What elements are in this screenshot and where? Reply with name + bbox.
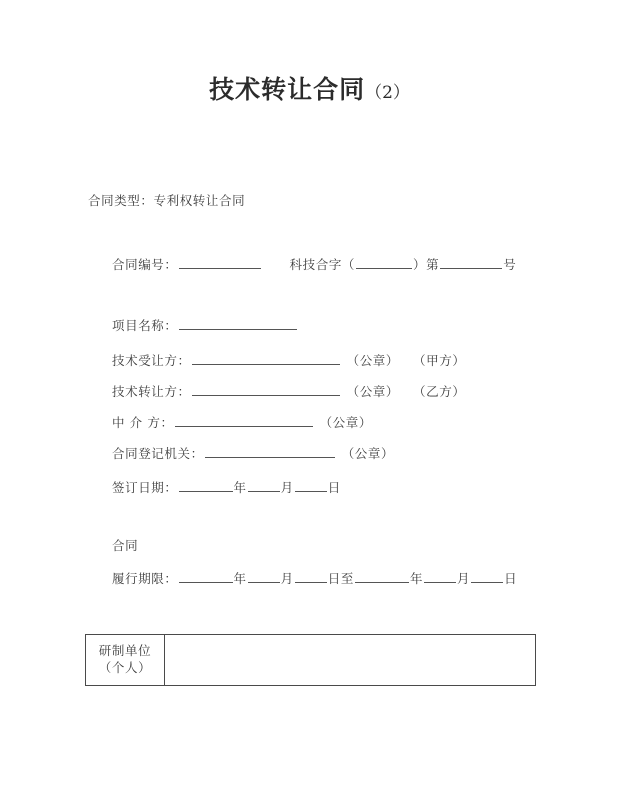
term-label: 履行期限：	[112, 571, 178, 586]
sign-date-year-unit: 年	[233, 480, 247, 495]
project-name-label: 项目名称：	[112, 318, 178, 333]
contract-number-blank[interactable]	[179, 257, 261, 269]
sign-date-day-blank[interactable]	[295, 480, 327, 492]
science-code-mid: ）第	[413, 257, 440, 272]
table-row-value[interactable]	[165, 635, 536, 686]
term-start-year-unit: 年	[233, 571, 247, 586]
transferor-seal-note: （公章）	[346, 384, 400, 399]
sign-date-line	[112, 480, 341, 495]
sign-date-year-blank[interactable]	[179, 480, 233, 492]
project-name-blank[interactable]	[179, 318, 297, 330]
registrar-seal-note: （公章）	[341, 446, 395, 461]
term-end-day-unit: 日	[504, 571, 518, 586]
transferor-line	[112, 384, 465, 399]
transferee-seal-note: （公章）	[346, 353, 400, 368]
sign-date-day-unit: 日	[327, 480, 341, 495]
table-row-header-line1: 研制单位	[98, 643, 152, 659]
table-row	[86, 635, 536, 686]
page-title-main: 技术转让合同	[209, 75, 366, 104]
transferor-blank[interactable]	[192, 384, 340, 396]
project-name-line	[112, 318, 298, 333]
transferee-blank[interactable]	[192, 353, 340, 365]
term-end-month-blank[interactable]	[424, 571, 456, 583]
term-start-day-unit: 日至	[327, 571, 354, 586]
registrar-label: 合同登记机关：	[112, 446, 204, 461]
contract-type-line	[88, 195, 245, 208]
science-serial-blank[interactable]	[440, 257, 502, 269]
contract-word-line	[112, 540, 138, 553]
registrar-line	[112, 446, 394, 461]
page-title	[0, 70, 619, 106]
term-end-day-blank[interactable]	[471, 571, 503, 583]
contract-word-text: 合同	[112, 538, 139, 553]
contract-type-text: 合同类型：专利权转让合同	[88, 193, 246, 208]
sign-date-month-blank[interactable]	[248, 480, 280, 492]
transferee-line	[112, 353, 465, 368]
term-start-month-unit: 月	[280, 571, 294, 586]
contract-number-label: 合同编号：	[112, 257, 178, 272]
science-code-label: 科技合字（	[289, 257, 356, 272]
intermediary-label: 中 介 方：	[112, 415, 174, 430]
transferor-label: 技术转让方：	[112, 384, 191, 399]
term-end-month-unit: 月	[457, 571, 471, 586]
intermediary-seal-note: （公章）	[319, 415, 372, 430]
transferor-party-note: （乙方）	[413, 384, 466, 399]
term-start-day-blank[interactable]	[295, 571, 327, 583]
transferee-party-note: （甲方）	[413, 353, 466, 368]
term-end-year-unit: 年	[409, 571, 424, 586]
intermediary-line	[112, 415, 372, 430]
registrar-blank[interactable]	[205, 446, 335, 458]
intermediary-blank[interactable]	[175, 415, 313, 427]
page-title-suffix: （2）	[365, 83, 410, 103]
term-line	[112, 571, 517, 586]
science-code-suffix: 号	[503, 257, 517, 272]
developer-unit-table	[85, 634, 536, 686]
term-end-year-blank[interactable]	[355, 571, 409, 583]
science-code-blank[interactable]	[356, 257, 412, 269]
term-start-year-blank[interactable]	[179, 571, 233, 583]
sign-date-month-unit: 月	[280, 480, 294, 495]
transferee-label: 技术受让方：	[112, 353, 191, 368]
contract-number-line	[112, 257, 516, 272]
term-start-month-blank[interactable]	[248, 571, 280, 583]
table-row-header	[86, 635, 165, 686]
sign-date-label: 签订日期：	[112, 480, 178, 495]
table-row-header-line2: （个人）	[98, 660, 152, 675]
